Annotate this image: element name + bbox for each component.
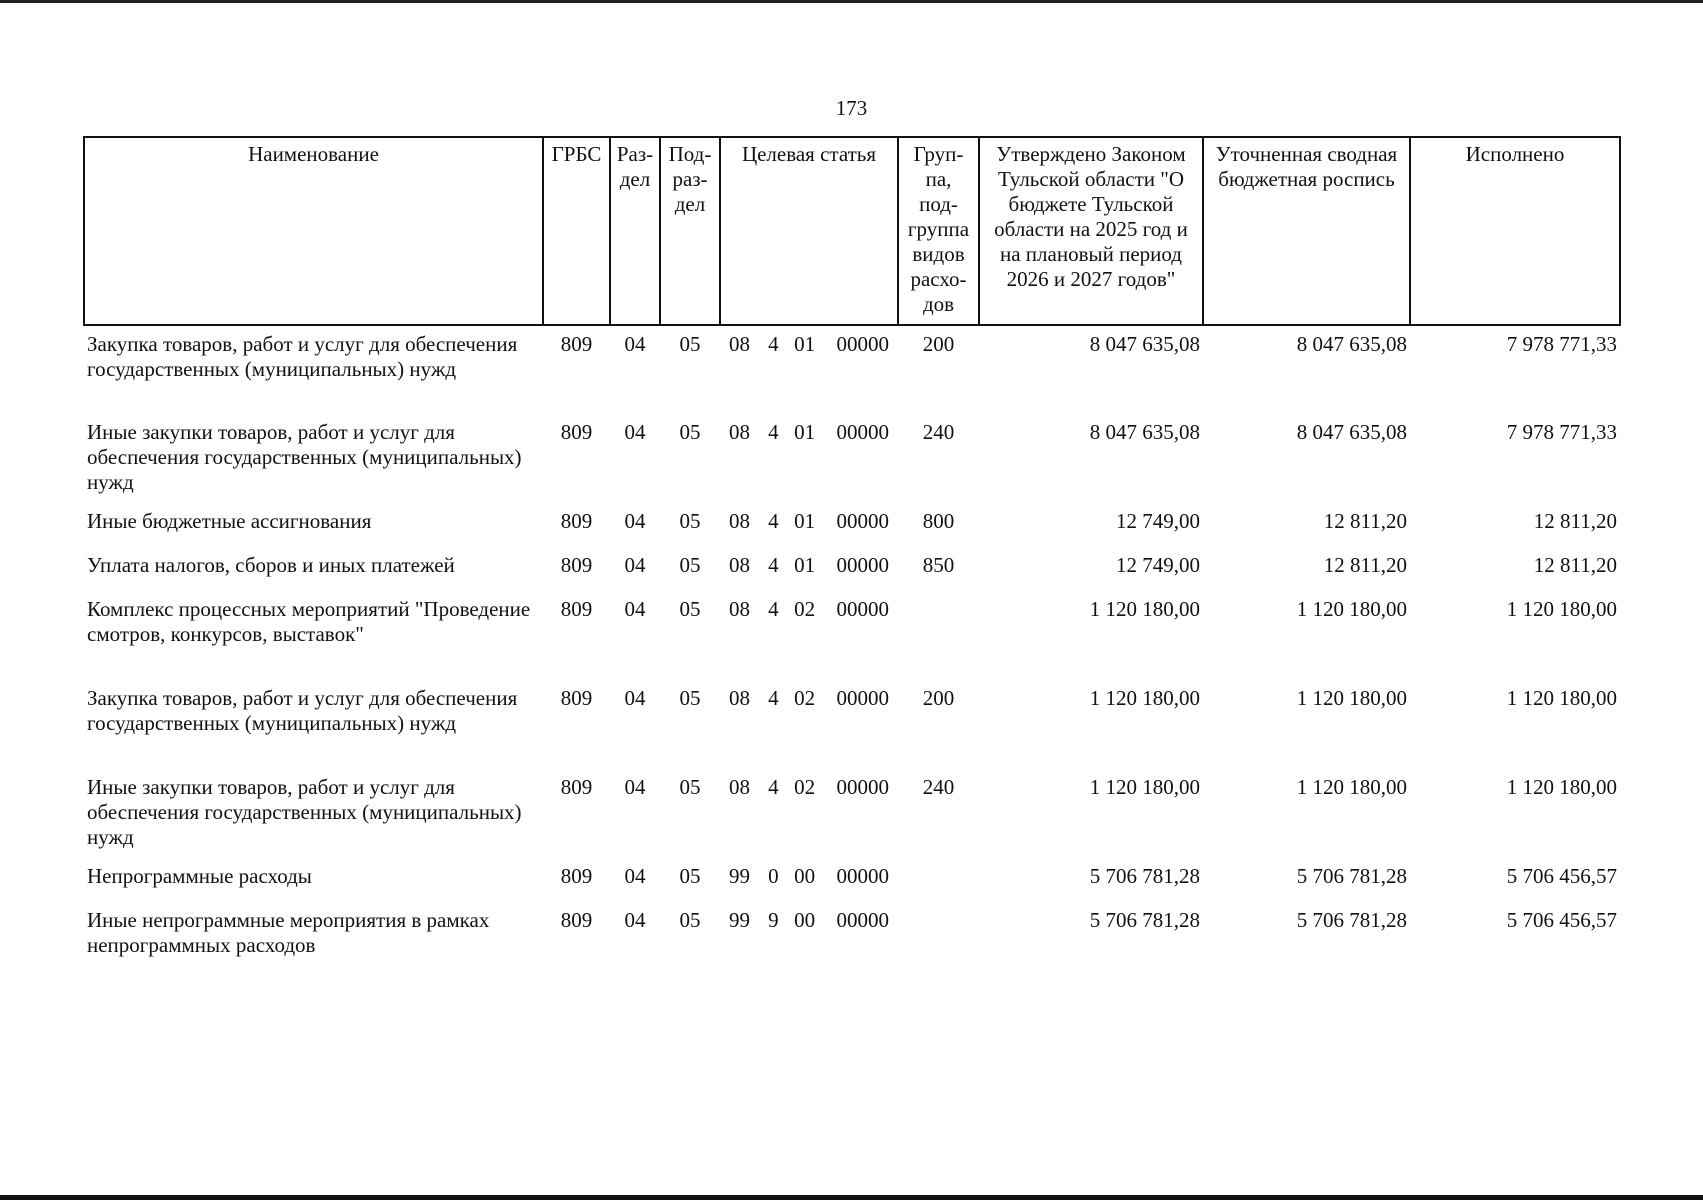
- target-article-part: 00: [794, 908, 816, 932]
- row-executed: 5 706 456,57: [1506, 908, 1617, 932]
- row-executed: 7 978 771,33: [1506, 332, 1617, 356]
- header-group: Груп- па, под- группа видов расхо- дов: [898, 137, 979, 325]
- row-group: 850: [922, 553, 955, 577]
- budget-table: [83, 136, 1621, 962]
- row-group: [898, 591, 979, 680]
- target-article-part: 00000: [836, 420, 889, 444]
- row-target-article: [720, 325, 898, 414]
- row-approved: 12 749,00: [1116, 509, 1200, 533]
- row-executed: 12 811,20: [1533, 509, 1617, 533]
- row-razdel: 04: [624, 864, 646, 888]
- row-name: Закупка товаров, работ и услуг для обеспечения государственных (муниципальных) нужд: [87, 332, 518, 381]
- row-razdel: 04: [624, 332, 646, 356]
- row-grbs: 809: [560, 908, 593, 932]
- row-approved: 1 120 180,00: [1089, 686, 1200, 710]
- row-podrazdel: 05: [679, 775, 701, 799]
- table-row: [84, 902, 1620, 962]
- row-refined: 1 120 180,00: [1296, 775, 1407, 799]
- row-name: Закупка товаров, работ и услуг для обеспечения государственных (муниципальных) нужд: [87, 686, 518, 735]
- target-article-part: 4: [768, 420, 779, 444]
- table-row: [84, 591, 1620, 680]
- row-name: Комплекс процессных мероприятий "Проведение смотров, конкурсов, выставок": [87, 597, 531, 646]
- top-scan-border: [0, 0, 1703, 3]
- target-article-part: 08: [729, 686, 750, 710]
- target-article-part: 08: [729, 420, 750, 444]
- row-podrazdel: 05: [679, 553, 701, 577]
- row-target-article: [720, 547, 898, 591]
- row-approved: 8 047 635,08: [1089, 420, 1200, 444]
- row-approved: 8 047 635,08: [1089, 332, 1200, 356]
- row-grbs: 809: [560, 553, 593, 577]
- row-podrazdel: 05: [679, 509, 701, 533]
- row-podrazdel: 05: [679, 597, 701, 621]
- target-article-part: 00000: [836, 597, 889, 621]
- row-target-article: [720, 902, 898, 962]
- row-name: Иные непрограммные мероприятия в рамках непрограммных расходов: [87, 908, 490, 957]
- header-grbs: ГРБС: [543, 137, 610, 325]
- target-article-part: 4: [768, 597, 779, 621]
- row-grbs: 809: [560, 686, 593, 710]
- row-group: 800: [922, 509, 955, 533]
- row-podrazdel: 05: [679, 686, 701, 710]
- table-row: [84, 680, 1620, 769]
- row-name: Непрограммные расходы: [87, 864, 312, 888]
- target-article-part: 01: [794, 553, 816, 577]
- target-article-part: 01: [794, 332, 816, 356]
- row-target-article: [720, 769, 898, 858]
- target-article-part: 08: [729, 775, 750, 799]
- row-executed: 12 811,20: [1533, 553, 1617, 577]
- row-name: Иные закупки товаров, работ и услуг для обеспечения государственных (муниципальных) нужд: [87, 420, 522, 494]
- bottom-scan-border: [0, 1195, 1703, 1200]
- row-executed: 1 120 180,00: [1506, 775, 1617, 799]
- row-executed: 1 120 180,00: [1506, 686, 1617, 710]
- target-article-part: 9: [768, 908, 779, 932]
- row-razdel: 04: [624, 908, 646, 932]
- row-refined: 5 706 781,28: [1296, 864, 1407, 888]
- target-article-part: 4: [768, 775, 779, 799]
- row-razdel: 04: [624, 420, 646, 444]
- row-podrazdel: 05: [679, 420, 701, 444]
- target-article-part: 00: [794, 864, 816, 888]
- row-group: 200: [922, 686, 955, 710]
- header-razdel: Раз- дел: [610, 137, 660, 325]
- target-article-part: 0: [768, 864, 779, 888]
- row-grbs: 809: [560, 775, 593, 799]
- row-refined: 5 706 781,28: [1296, 908, 1407, 932]
- row-target-article: [720, 680, 898, 769]
- target-article-part: 00000: [836, 775, 889, 799]
- header-approved: Утверждено Законом Тульской области "О бюджете Тульской области на 2025 год и на плановый период 2026 и 2027 годов": [979, 137, 1203, 325]
- row-group: [898, 902, 979, 962]
- header-name: Наименование: [84, 137, 543, 325]
- row-refined: 1 120 180,00: [1296, 597, 1407, 621]
- row-grbs: 809: [560, 332, 593, 356]
- target-article-part: 08: [729, 332, 750, 356]
- row-razdel: 04: [624, 597, 646, 621]
- row-refined: 1 120 180,00: [1296, 686, 1407, 710]
- row-approved: 1 120 180,00: [1089, 597, 1200, 621]
- row-refined: 8 047 635,08: [1296, 332, 1407, 356]
- table-row: [84, 547, 1620, 591]
- header-executed: Исполнено: [1410, 137, 1620, 325]
- table-row: [84, 858, 1620, 902]
- row-target-article: [720, 858, 898, 902]
- header-refined: Уточненная сводная бюджетная роспись: [1203, 137, 1410, 325]
- row-target-article: [720, 503, 898, 547]
- row-podrazdel: 05: [679, 864, 701, 888]
- target-article-part: 4: [768, 686, 779, 710]
- row-grbs: 809: [560, 420, 593, 444]
- row-razdel: 04: [624, 509, 646, 533]
- target-article-part: 08: [729, 597, 750, 621]
- target-article-part: 00000: [836, 332, 889, 356]
- row-group: 240: [922, 775, 955, 799]
- target-article-part: 00000: [836, 509, 889, 533]
- target-article-part: 02: [794, 775, 816, 799]
- row-name: Уплата налогов, сборов и иных платежей: [87, 553, 455, 577]
- target-article-part: 00000: [836, 686, 889, 710]
- row-razdel: 04: [624, 686, 646, 710]
- target-article-part: 99: [729, 908, 750, 932]
- target-article-part: 02: [794, 597, 816, 621]
- header-target: Целевая статья: [720, 137, 898, 325]
- row-podrazdel: 05: [679, 332, 701, 356]
- row-group: [898, 858, 979, 902]
- row-approved: 12 749,00: [1116, 553, 1200, 577]
- table-row: [84, 769, 1620, 858]
- row-grbs: 809: [560, 509, 593, 533]
- row-executed: 5 706 456,57: [1506, 864, 1617, 888]
- table-row: [84, 325, 1620, 414]
- table-body: [84, 325, 1620, 962]
- row-target-article: [720, 591, 898, 680]
- row-executed: 7 978 771,33: [1506, 420, 1617, 444]
- target-article-part: 01: [794, 509, 816, 533]
- row-group: 240: [922, 420, 955, 444]
- row-razdel: 04: [624, 553, 646, 577]
- target-article-part: 08: [729, 553, 750, 577]
- target-article-part: 4: [768, 553, 779, 577]
- row-approved: 5 706 781,28: [1089, 908, 1200, 932]
- target-article-part: 4: [768, 332, 779, 356]
- table-row: [84, 414, 1620, 503]
- row-refined: 12 811,20: [1323, 553, 1407, 577]
- row-approved: 1 120 180,00: [1089, 775, 1200, 799]
- table-header-row: [84, 137, 1620, 325]
- row-executed: 1 120 180,00: [1506, 597, 1617, 621]
- row-podrazdel: 05: [679, 908, 701, 932]
- target-article-part: 4: [768, 509, 779, 533]
- row-grbs: 809: [560, 864, 593, 888]
- target-article-part: 02: [794, 686, 816, 710]
- target-article-part: 00000: [836, 864, 889, 888]
- row-group: 200: [922, 332, 955, 356]
- row-refined: 12 811,20: [1323, 509, 1407, 533]
- row-grbs: 809: [560, 597, 593, 621]
- row-refined: 8 047 635,08: [1296, 420, 1407, 444]
- target-article-part: 08: [729, 509, 750, 533]
- target-article-part: 99: [729, 864, 750, 888]
- header-podrazdel: Под- раз- дел: [660, 137, 720, 325]
- row-approved: 5 706 781,28: [1089, 864, 1200, 888]
- row-target-article: [720, 414, 898, 503]
- row-name: Иные закупки товаров, работ и услуг для обеспечения государственных (муниципальных) нужд: [87, 775, 522, 849]
- target-article-part: 00000: [836, 553, 889, 577]
- table-row: [84, 503, 1620, 547]
- row-name: Иные бюджетные ассигнования: [87, 509, 372, 533]
- target-article-part: 00000: [836, 908, 889, 932]
- row-razdel: 04: [624, 775, 646, 799]
- page-number: 173: [835, 96, 868, 120]
- target-article-part: 01: [794, 420, 816, 444]
